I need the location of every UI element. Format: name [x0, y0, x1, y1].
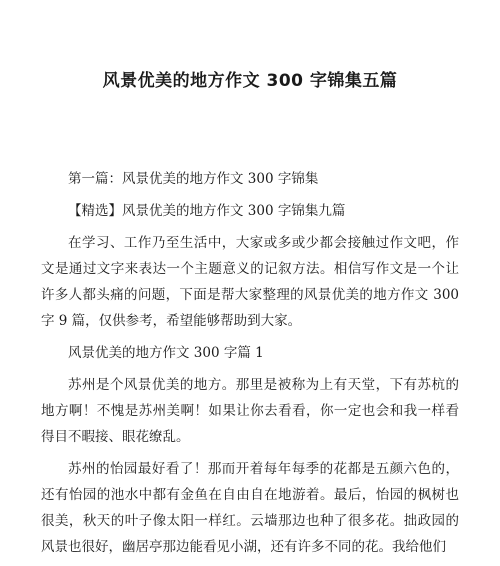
- paragraph-yiyuan: 苏州的怡园最好看了！那而开着每年每季的花都是五颜六色的，还有怡园的池水中都有金鱼在自由自在地游着。最后，怡园的枫树也很美，秋天的叶子像太阳一样红。云墙那边也种了很多花。拙政园的风景也很好，幽居亭那边能看见小湖，还有许多不同的花。我给他们: [41, 461, 459, 555]
- paragraph-intro: 在学习、工作乃至生活中，大家或多或少都会接触过作文吧，作文是通过文字来表达一个主题意义的记叙方法。相信写作文是一个让许多人都头痛的问题，下面是帮大家整理的风景优美的地方作文 300 字 9 篇，仅供参考，希望能够帮助到大家。: [41, 235, 459, 329]
- document-title: 风景优美的地方作文 300 字锦集五篇: [102, 71, 398, 91]
- document-body: [41, 166, 459, 566]
- paragraph-heading-1: 第一篇：风景优美的地方作文 300 字锦集: [68, 171, 319, 187]
- paragraph-section-title: 风景优美的地方作文 300 字篇 1: [68, 345, 264, 361]
- paragraph-heading-2: 【精选】风景优美的地方作文 300 字锦集九篇: [68, 203, 346, 219]
- paragraph-suzhou: 苏州是个风景优美的地方。那里是被称为上有天堂，下有苏杭的地方啊！不愧是苏州美啊！如果让你去看看，你一定也会和我一样看得目不暇接、眼花缭乱。: [41, 377, 459, 445]
